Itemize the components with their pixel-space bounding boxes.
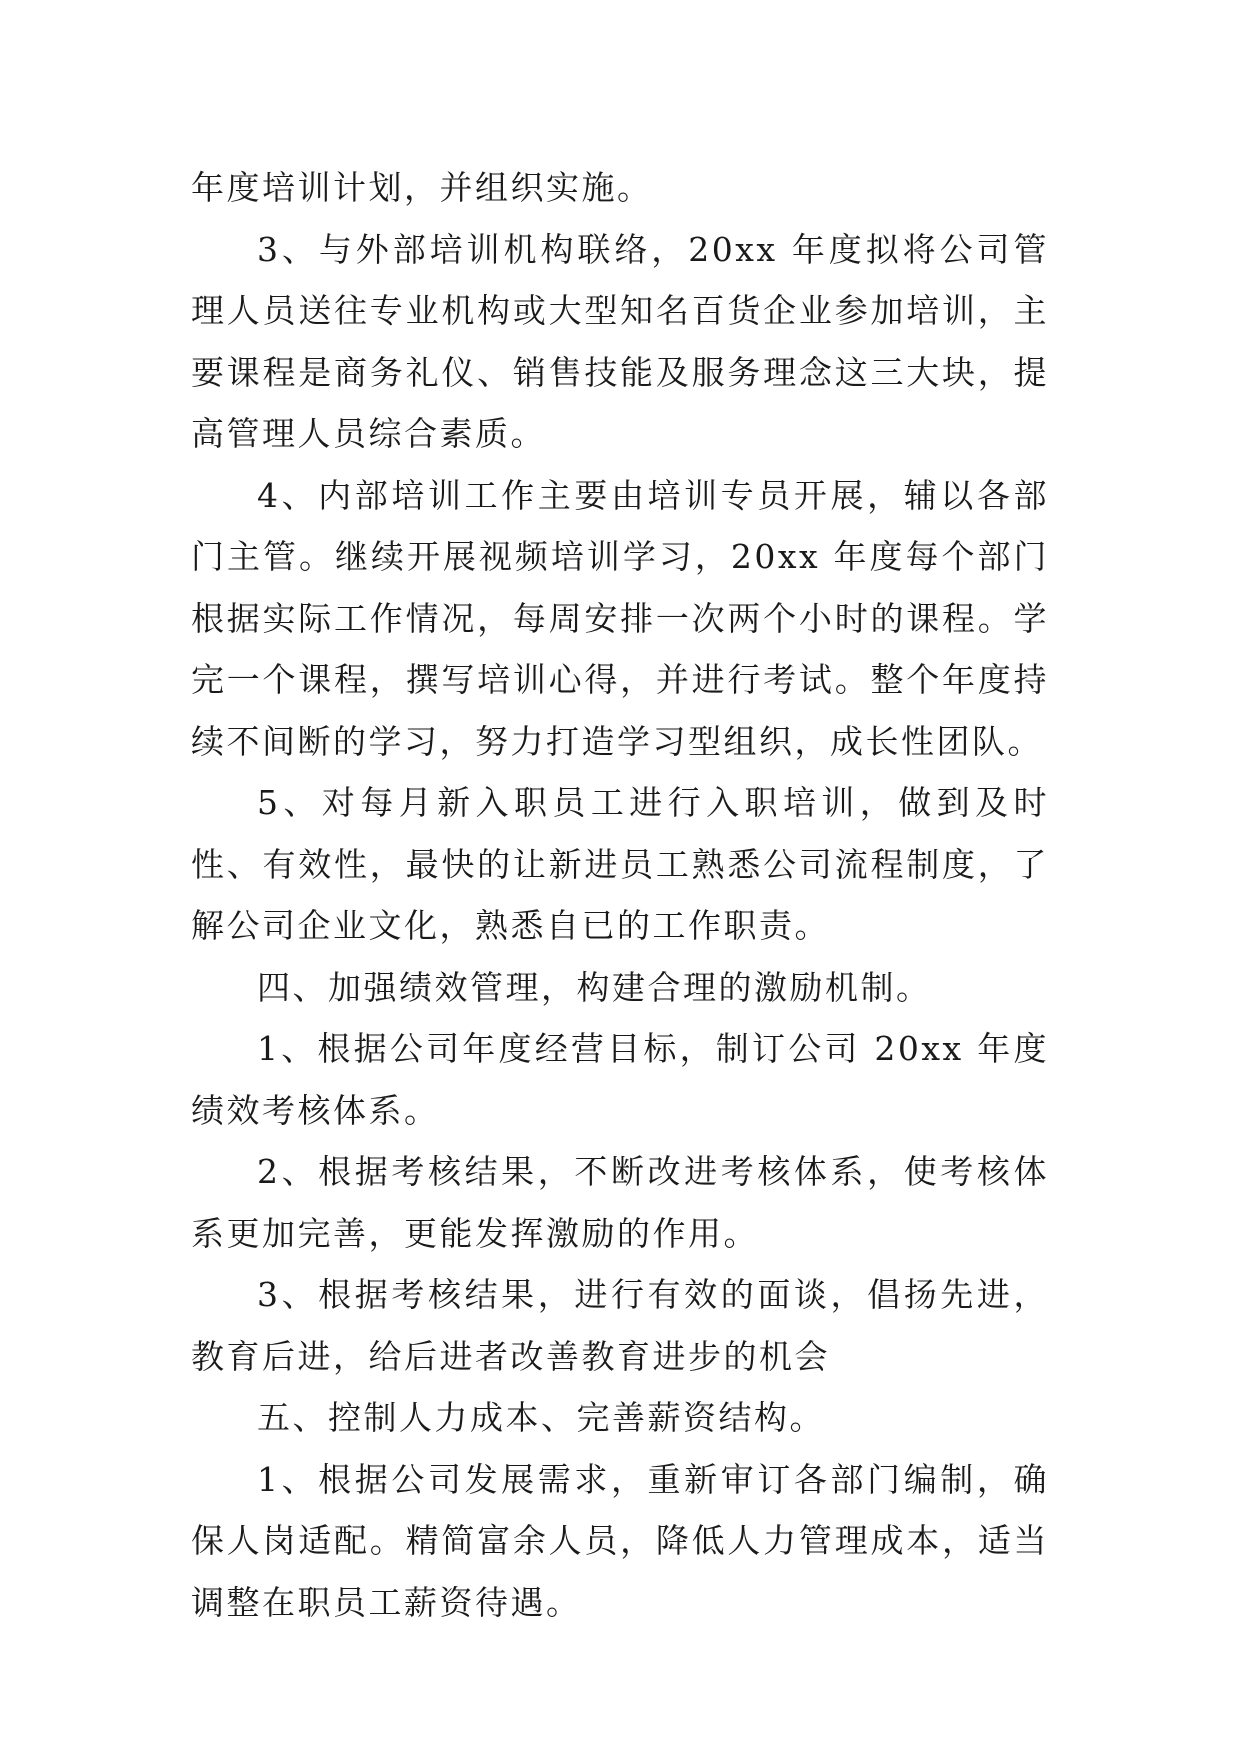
paragraph-item-1-appraisal-system: 1、根据公司年度经营目标，制订公司 20xx 年度绩效考核体系。 (191, 1029, 1049, 1130)
paragraph-item-4-internal-training: 4、内部培训工作主要由培训专员开展，辅以各部门主管。继续开展视频培训学习，20xx 年度每个部门根据实际工作情况，每周安排一次两个小时的课程。学完一个课程，撰写培训心得，并进行考试。整个年度持续不间断的学习，努力打造学习型组织，成长性团队。 (191, 475, 1049, 761)
paragraph-item-3-interviews: 3、根据考核结果，进行有效的面谈，倡扬先进，教育后进，给后进者改善教育进步的机会 (191, 1275, 1049, 1376)
paragraph-continuation: 年度培训计划，并组织实施。 (191, 168, 653, 207)
paragraph-item-2-improve-appraisal: 2、根据考核结果，不断改进考核体系，使考核体系更加完善，更能发挥激励的作用。 (191, 1152, 1049, 1253)
section-heading-performance: 四、加强绩效管理，构建合理的激励机制。 (257, 967, 932, 1007)
section-heading-cost-control: 五、控制人力成本、完善薪资结构。 (257, 1398, 825, 1437)
document-body (191, 157, 1049, 1633)
paragraph-item-5-onboarding: 5、对每月新入职员工进行入职培训，做到及时性、有效性，最快的让新进员工熟悉公司流程制度，了解公司企业文化，熟悉自已的工作职责。 (191, 783, 1049, 945)
paragraph-item-1-staffing: 1、根据公司发展需求，重新审订各部门编制，确保人岗适配。精简富余人员，降低人力管理成本，适当调整在职员工薪资待遇。 (191, 1459, 1049, 1622)
paragraph-item-3-external-training: 3、与外部培训机构联络，20xx 年度拟将公司管理人员送往专业机构或大型知名百货企业参加培训，主要课程是商务礼仪、销售技能及服务理念这三大块，提高管理人员综合素质。 (191, 229, 1049, 453)
